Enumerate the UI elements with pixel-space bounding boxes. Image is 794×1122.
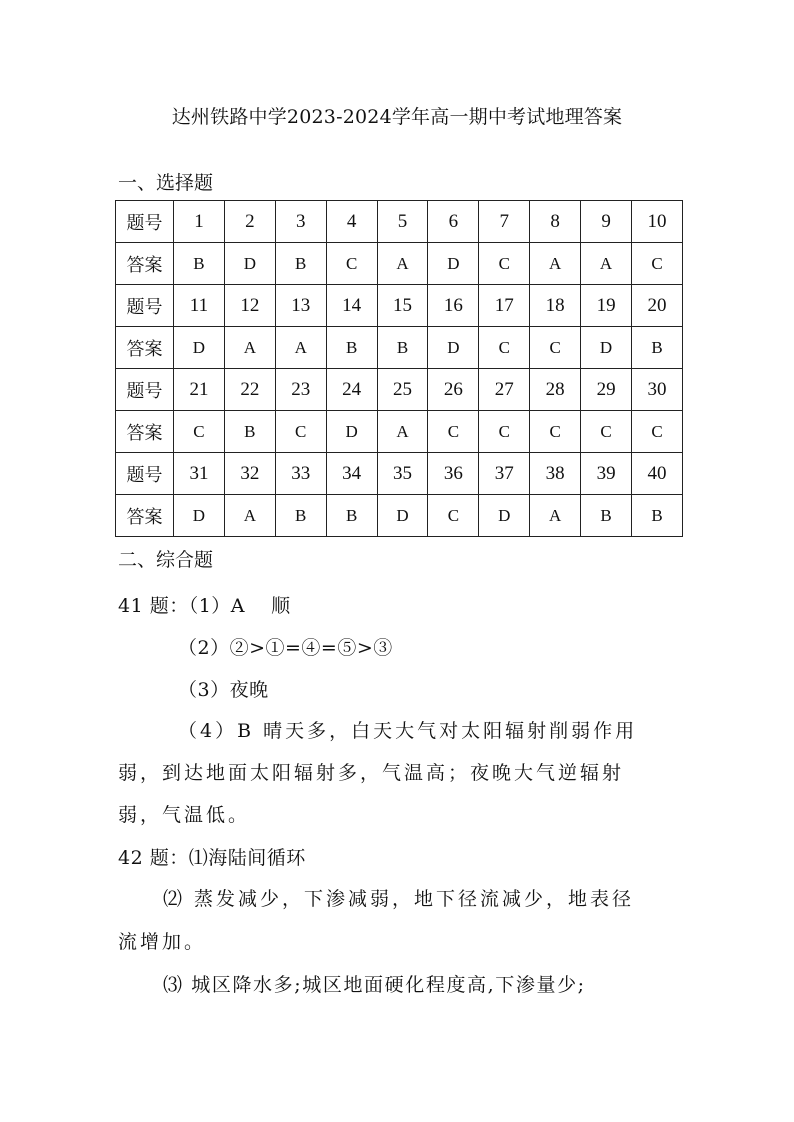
answer-cell: C xyxy=(479,411,530,453)
answer-cell: A xyxy=(224,327,275,369)
q42-line-2: ⑵ 蒸发减少，下渗减弱，地下径流减少，地表径 xyxy=(163,888,635,910)
q41-line-4: （4）B 晴天多，白天大气对太阳辐射削弱作用 xyxy=(178,720,638,742)
question-number-cell: 15 xyxy=(377,285,428,327)
table-row xyxy=(116,369,683,411)
question-number-cell: 18 xyxy=(530,285,581,327)
row-label: 题号 xyxy=(116,285,174,327)
q41-line-3: （3）夜晚 xyxy=(178,679,269,701)
table-row xyxy=(116,495,683,537)
question-number-cell: 24 xyxy=(326,369,377,411)
question-number-cell: 19 xyxy=(581,285,632,327)
q42-line-1: 42 题：⑴海陆间循环 xyxy=(118,847,306,869)
question-number-cell: 12 xyxy=(224,285,275,327)
answer-cell: D xyxy=(377,495,428,537)
question-number-cell: 23 xyxy=(275,369,326,411)
question-number-cell: 33 xyxy=(275,453,326,495)
table-row xyxy=(116,285,683,327)
answer-cell: B xyxy=(326,327,377,369)
answer-cell: A xyxy=(530,243,581,285)
row-label: 答案 xyxy=(116,243,174,285)
answer-cell: B xyxy=(581,495,632,537)
question-number-cell: 14 xyxy=(326,285,377,327)
question-number-cell: 30 xyxy=(632,369,683,411)
question-number-cell: 29 xyxy=(581,369,632,411)
answer-cell: A xyxy=(530,495,581,537)
question-number-cell: 31 xyxy=(174,453,225,495)
question-number-cell: 22 xyxy=(224,369,275,411)
answer-cell: D xyxy=(174,327,225,369)
q41-line-5: 弱，到达地面太阳辐射多，气温高；夜晚大气逆辐射 xyxy=(118,762,625,784)
row-label: 答案 xyxy=(116,495,174,537)
answer-cell: A xyxy=(377,411,428,453)
question-number-cell: 39 xyxy=(581,453,632,495)
question-number-cell: 20 xyxy=(632,285,683,327)
row-label: 答案 xyxy=(116,411,174,453)
question-number-cell: 6 xyxy=(428,201,479,243)
question-number-cell: 32 xyxy=(224,453,275,495)
page-title: 达州铁路中学2023-2024学年高一期中考试地理答案 xyxy=(171,106,623,128)
answer-cell: D xyxy=(174,495,225,537)
answer-cell: C xyxy=(632,411,683,453)
q42-line-3: 流增加。 xyxy=(118,931,207,953)
question-number-cell: 21 xyxy=(174,369,225,411)
question-number-cell: 36 xyxy=(428,453,479,495)
q41-line-2: （2）②>①=④=⑤>③ xyxy=(178,637,393,659)
section-heading-comprehensive: 二、综合题 xyxy=(118,549,214,571)
answer-cell: B xyxy=(632,495,683,537)
answer-cell: B xyxy=(326,495,377,537)
answer-cell: C xyxy=(428,411,479,453)
answer-cell: A xyxy=(377,243,428,285)
question-number-cell: 2 xyxy=(224,201,275,243)
answer-cell: D xyxy=(581,327,632,369)
answer-cell: B xyxy=(275,495,326,537)
answer-cell: C xyxy=(530,327,581,369)
answer-table-body xyxy=(116,201,683,537)
question-number-cell: 5 xyxy=(377,201,428,243)
question-number-cell: 4 xyxy=(326,201,377,243)
answer-cell: D xyxy=(428,327,479,369)
question-number-cell: 1 xyxy=(174,201,225,243)
question-number-cell: 38 xyxy=(530,453,581,495)
question-number-cell: 10 xyxy=(632,201,683,243)
answer-table xyxy=(115,200,683,537)
answer-cell: D xyxy=(326,411,377,453)
row-label: 题号 xyxy=(116,453,174,495)
answer-cell: C xyxy=(479,327,530,369)
question-number-cell: 8 xyxy=(530,201,581,243)
table-row xyxy=(116,327,683,369)
question-number-cell: 26 xyxy=(428,369,479,411)
row-label: 题号 xyxy=(116,369,174,411)
answer-cell: B xyxy=(224,411,275,453)
table-row xyxy=(116,243,683,285)
answer-cell: B xyxy=(632,327,683,369)
answer-cell: C xyxy=(326,243,377,285)
row-label: 题号 xyxy=(116,201,174,243)
section-heading-choice: 一、选择题 xyxy=(118,172,214,194)
question-number-cell: 40 xyxy=(632,453,683,495)
answer-cell: C xyxy=(632,243,683,285)
answer-cell: D xyxy=(479,495,530,537)
answer-cell: D xyxy=(224,243,275,285)
answer-cell: C xyxy=(581,411,632,453)
question-number-cell: 16 xyxy=(428,285,479,327)
question-number-cell: 37 xyxy=(479,453,530,495)
question-number-cell: 11 xyxy=(174,285,225,327)
question-number-cell: 17 xyxy=(479,285,530,327)
table-row xyxy=(116,453,683,495)
question-number-cell: 9 xyxy=(581,201,632,243)
table-row xyxy=(116,201,683,243)
table-row xyxy=(116,411,683,453)
answer-cell: C xyxy=(428,495,479,537)
answer-cell: C xyxy=(174,411,225,453)
q41-line-6: 弱，气温低。 xyxy=(118,804,251,826)
answer-cell: C xyxy=(275,411,326,453)
question-number-cell: 13 xyxy=(275,285,326,327)
question-number-cell: 35 xyxy=(377,453,428,495)
question-number-cell: 3 xyxy=(275,201,326,243)
answer-cell: B xyxy=(174,243,225,285)
row-label: 答案 xyxy=(116,327,174,369)
answer-cell: A xyxy=(581,243,632,285)
answer-cell: A xyxy=(275,327,326,369)
q41-line-1: 41 题：（1）A 顺 xyxy=(118,595,291,617)
answer-cell: D xyxy=(428,243,479,285)
q42-line-4: ⑶ 城区降水多;城区地面硬化程度高,下渗量少; xyxy=(163,974,586,996)
answer-cell: C xyxy=(530,411,581,453)
question-number-cell: 28 xyxy=(530,369,581,411)
answer-cell: B xyxy=(377,327,428,369)
question-number-cell: 7 xyxy=(479,201,530,243)
answer-cell: B xyxy=(275,243,326,285)
question-number-cell: 27 xyxy=(479,369,530,411)
question-number-cell: 34 xyxy=(326,453,377,495)
answer-cell: A xyxy=(224,495,275,537)
question-number-cell: 25 xyxy=(377,369,428,411)
answer-cell: C xyxy=(479,243,530,285)
